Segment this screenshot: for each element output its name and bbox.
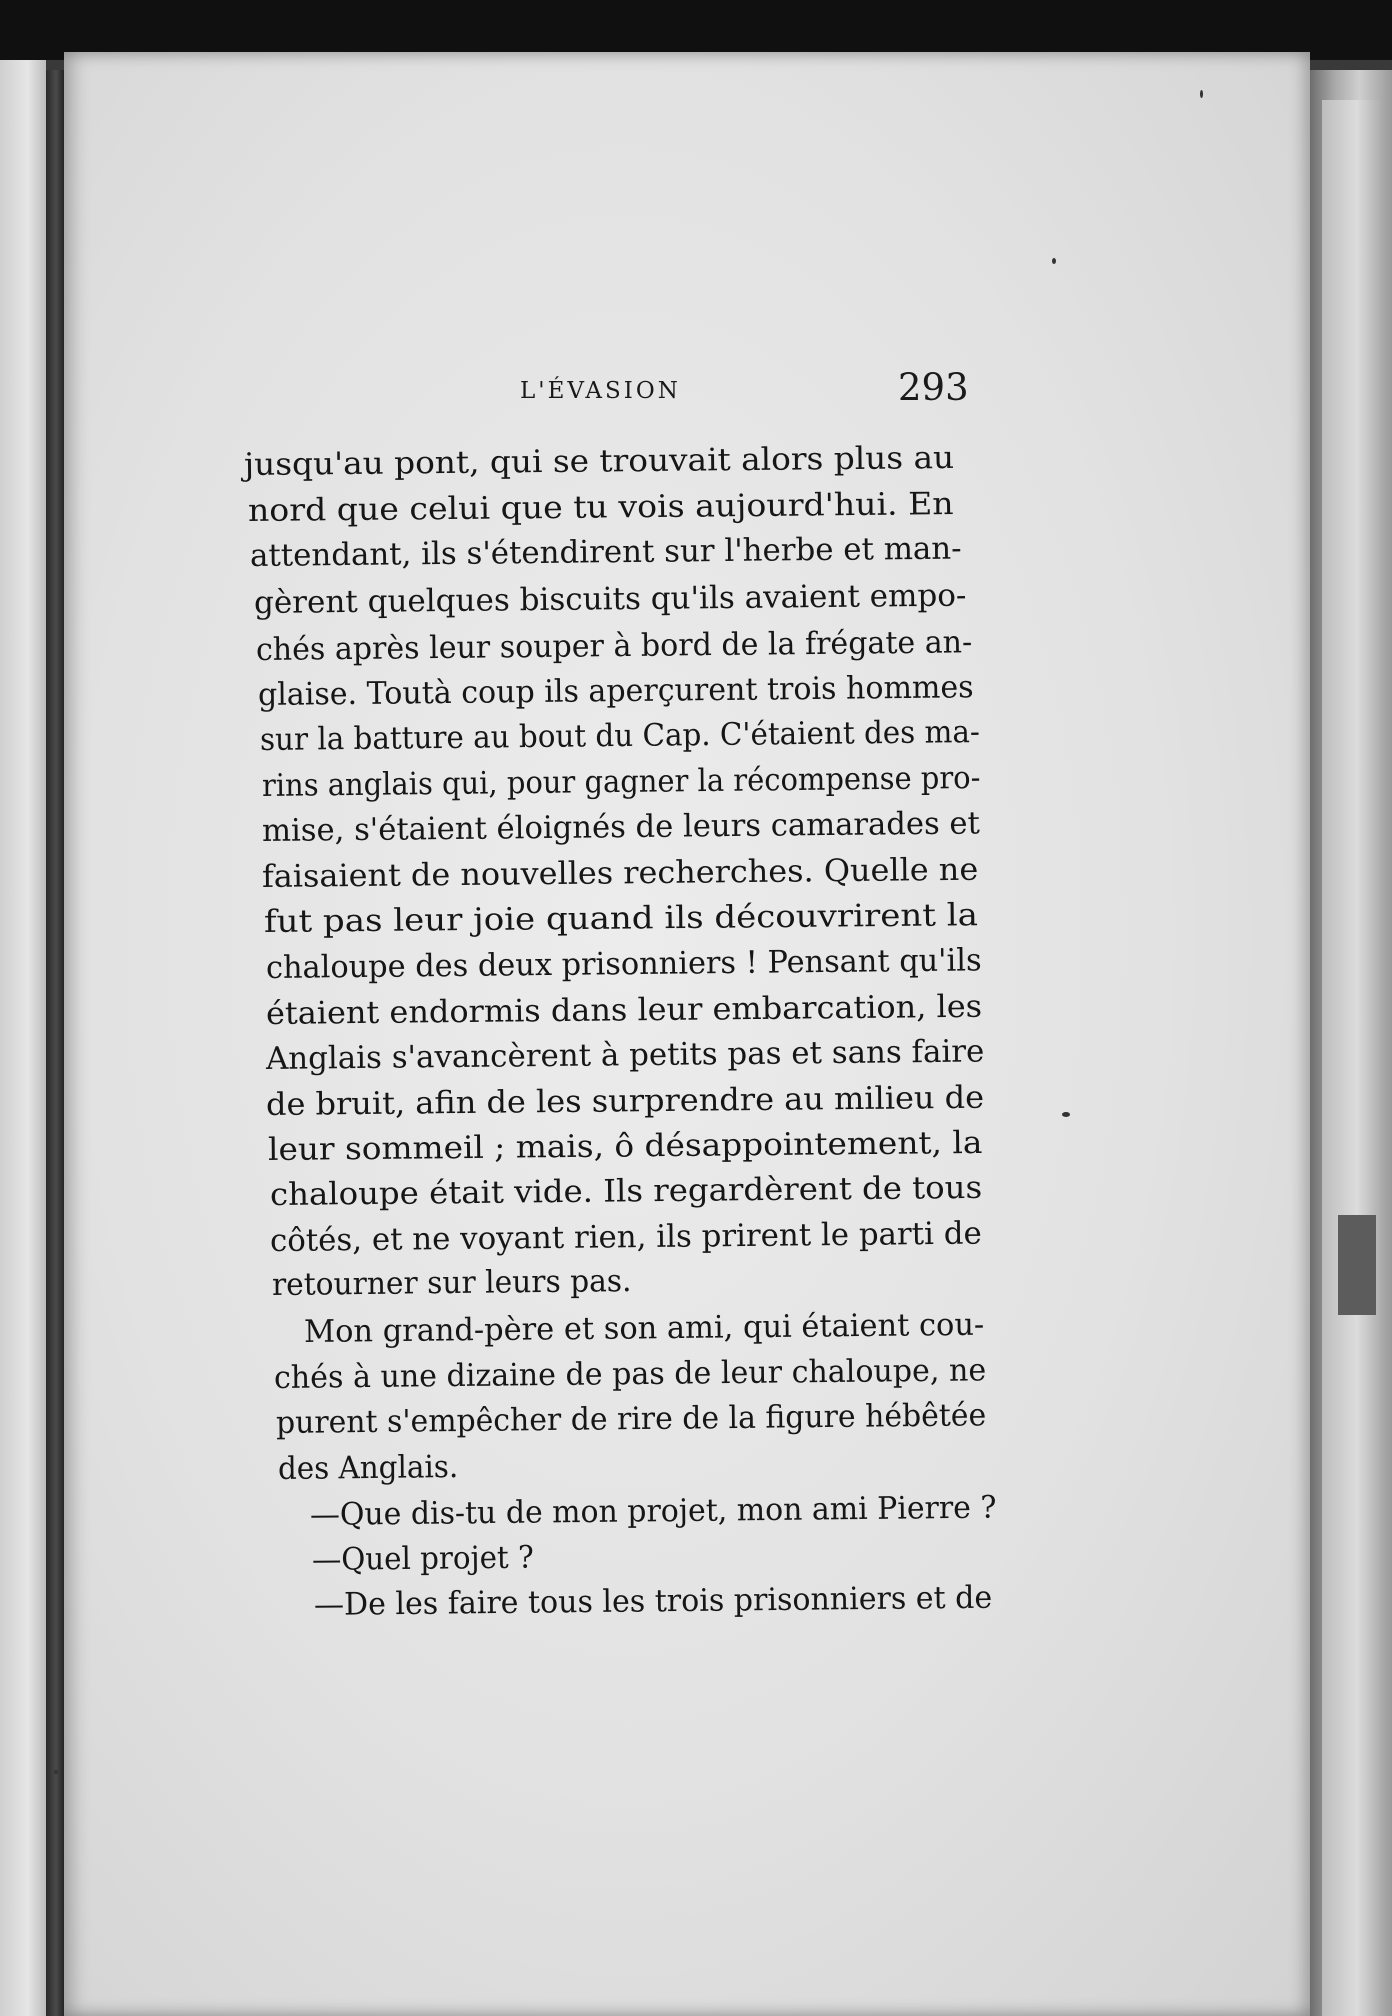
running-head: L'ÉVASION xyxy=(520,378,681,404)
text-line: glaise. Toutà coup ils aperçurent trois hommes xyxy=(257,669,974,713)
text-line: purent s'empêcher de rire de la figure hébêtée xyxy=(275,1397,987,1441)
text-line: étaient endormis dans leur embarcation, les xyxy=(265,988,983,1032)
text-line: Anglais s'avancèrent à petits pas et sans faire xyxy=(265,1033,985,1077)
text-line: chaloupe des deux prisonniers ! Pensant qu'ils xyxy=(265,942,982,986)
text-line: rins anglais qui, pour gagner la récompense pro- xyxy=(261,759,981,804)
book-gutter xyxy=(46,70,66,2016)
dust-speck xyxy=(54,1770,58,1774)
text-line: faisaient de nouvelles recherches. Quelle ne xyxy=(261,851,979,895)
text-line: jusqu'au pont, qui se trouvait alors plus au xyxy=(243,439,955,483)
book-page xyxy=(64,52,1310,2016)
left-facing-page-edge xyxy=(0,60,46,2016)
text-line: sur la batture au bout du Cap. C'étaient des ma- xyxy=(259,714,981,758)
text-line: chés après leur souper à bord de la frégate an- xyxy=(255,624,973,668)
text-line: —Que dis-tu de mon projet, mon ami Pierre ? xyxy=(309,1489,997,1533)
text-line: chaloupe était vide. Ils regardèrent de tous xyxy=(269,1169,983,1213)
text-line: gèrent quelques biscuits qu'ils avaient empo- xyxy=(253,577,967,621)
text-line: —De les faire tous les trois prisonniers et de xyxy=(313,1579,993,1623)
dust-speck xyxy=(1062,1112,1070,1117)
dust-speck xyxy=(1200,90,1203,98)
text-line: mise, s'étaient éloignés de leurs camarades et xyxy=(261,805,981,849)
text-line: fut pas leur joie quand ils découvrirent la xyxy=(263,897,979,940)
text-line: leur sommeil ; mais, ô désappointement, la xyxy=(267,1124,983,1168)
top-binding-band xyxy=(0,0,1392,60)
text-line: nord que celui que tu vois aujourd'hui. En xyxy=(247,486,954,529)
text-line: retourner sur leurs pas. xyxy=(271,1263,632,1303)
text-line: de bruit, afin de les surprendre au milieu de xyxy=(265,1079,985,1123)
dust-speck xyxy=(1052,258,1056,264)
text-line: attendant, ils s'étendirent sur l'herbe et man- xyxy=(249,530,962,574)
text-line: Mon grand-père et son ami, qui étaient cou- xyxy=(303,1306,985,1350)
text-line: des Anglais. xyxy=(277,1449,459,1487)
text-line: chés à une dizaine de pas de leur chaloupe, ne xyxy=(273,1352,987,1396)
text-line: côtés, et ne voyant rien, ils prirent le parti de xyxy=(269,1215,982,1259)
right-page-stack-inner xyxy=(1322,100,1380,2016)
page-number: 293 xyxy=(898,366,969,409)
text-line: —Quel projet ? xyxy=(311,1539,534,1578)
right-edge-dark-mark xyxy=(1338,1215,1376,1315)
